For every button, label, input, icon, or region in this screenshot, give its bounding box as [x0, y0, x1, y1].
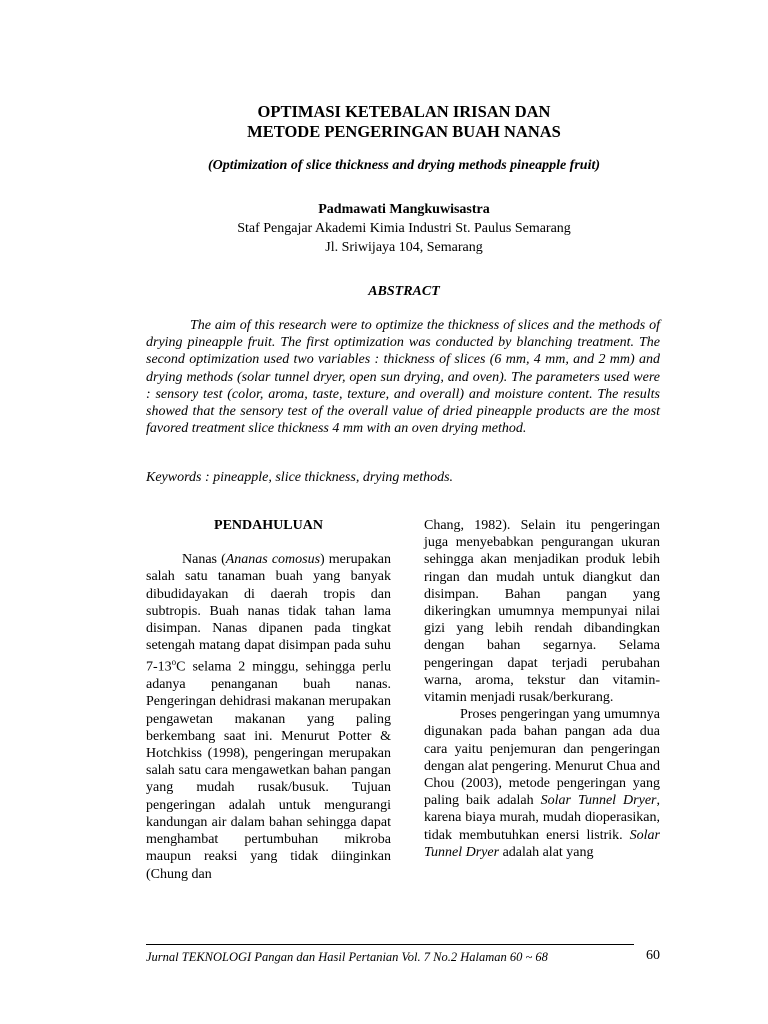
abstract-body: The aim of this research were to optimize the thickness of slices and the methods of drying pineapple fruit. The first optimization was conducted by blanching treatment. The second optimization used two variables : thickness of slices (6 mm, 4 mm, and 2 mm) and drying methods (solar tunnel dryer, open sun drying, and oven). The parameters used were : sensory test (color, aroma, taste, texture, and overall) and moisture content. The results showed that the sensory test of the overall value of dried pineapple products are the most favored treatment slice thickness 4 mm with an oven drying method. [146, 318, 660, 437]
author-block [148, 200, 660, 257]
right-column [424, 517, 660, 861]
left-para-rest: C selama 2 minggu, sehingga perlu adanya penanganan buah nanas. Pengeringan dehidrasi makanan merupakan pengawetan makanan yang paling berkembang saat ini. Menurut Potter & Hotchkiss (1998), pengeringan merupakan salah satu cara mengawetkan bahan pangan yang mudah rusak/busuk. Tujuan pengeringan adalah untuk mengurangi kandungan air dalam bahan sehingga dapat menghambat pertumbuhan mikroba maupun reaksi yang tidak diinginkan (Chung dan [146, 660, 391, 882]
section-heading: PENDAHULUAN [214, 518, 323, 533]
keywords: Keywords : pineapple, slice thickness, drying methods. [146, 470, 454, 485]
left-para-open: Nanas ( [182, 552, 226, 568]
english-subtitle: (Optimization of slice thickness and drying methods pineapple fruit) [207, 158, 601, 173]
abstract-heading: ABSTRACT [368, 284, 440, 299]
page-number: 60 [646, 948, 660, 963]
right-para-2-c: adalah alat yang [499, 844, 594, 860]
right-paragraph-1: Chang, 1982). Selain itu pengeringan juga menyebabkan pengurangan ukuran sehingga akan menjadikan produk lebih ringan dan mudah untuk diangkut dan disimpan. Bahan pangan yang dikeringkan umumnya mempunyai nilai gizi yang lebih rendah dibandingkan dengan bahan segarnya. Selama pengeringan dapat terjadi perubahan warna, aroma, tekstur dan vitamin-vitamin menjadi rusak/berkurang. [424, 518, 660, 706]
left-column [146, 517, 391, 883]
footer-journal: Jurnal TEKNOLOGI Pangan dan Hasil Pertanian Vol. 7 No.2 Halaman 60 ~ 68 [146, 950, 548, 964]
author-address: Jl. Sriwijaya 104, Semarang [325, 240, 483, 255]
right-para-2-italic-1: Solar Tunnel Dryer [540, 793, 657, 809]
left-para-close: ) [320, 552, 325, 568]
right-para-2-b: , karena biaya murah, mudah dioperasikan, tidak membutuhkan enersi listrik. [424, 793, 660, 843]
footer-rule [146, 944, 634, 945]
paper-title [148, 102, 660, 142]
title-line-1: OPTIMASI KETEBALAN IRISAN DAN [257, 102, 551, 121]
left-para-text: merupakan salah satu tanaman buah yang banyak dibudidayakan di daerah tropis dan subtropis. Buah nanas tidak tahan lama disimpan. Nanas dipanen pada tingkat setengah matang dapat disimpan pada suhu 7-13 [146, 552, 391, 676]
degree-superscript: o [171, 657, 177, 668]
right-paragraph-2 [424, 706, 660, 861]
right-para-2-italic-2: Solar Tunnel Dryer [424, 827, 660, 860]
title-line-2: METODE PENGERINGAN BUAH NANAS [247, 122, 561, 141]
species-name: Ananas comosus [225, 552, 321, 568]
author-affiliation: Staf Pengajar Akademi Kimia Industri St. Paulus Semarang [237, 221, 571, 236]
right-para-2-a: Proses pengeringan yang umumnya digunakan pada bahan pangan ada dua cara yaitu penjemuran dan pengeringan dengan alat pengering. Menurut Chua and Chou (2003), metode pengeringan yang paling baik adalah [424, 707, 660, 809]
left-paragraph [146, 551, 391, 883]
author-name: Padmawati Mangkuwisastra [318, 202, 490, 217]
